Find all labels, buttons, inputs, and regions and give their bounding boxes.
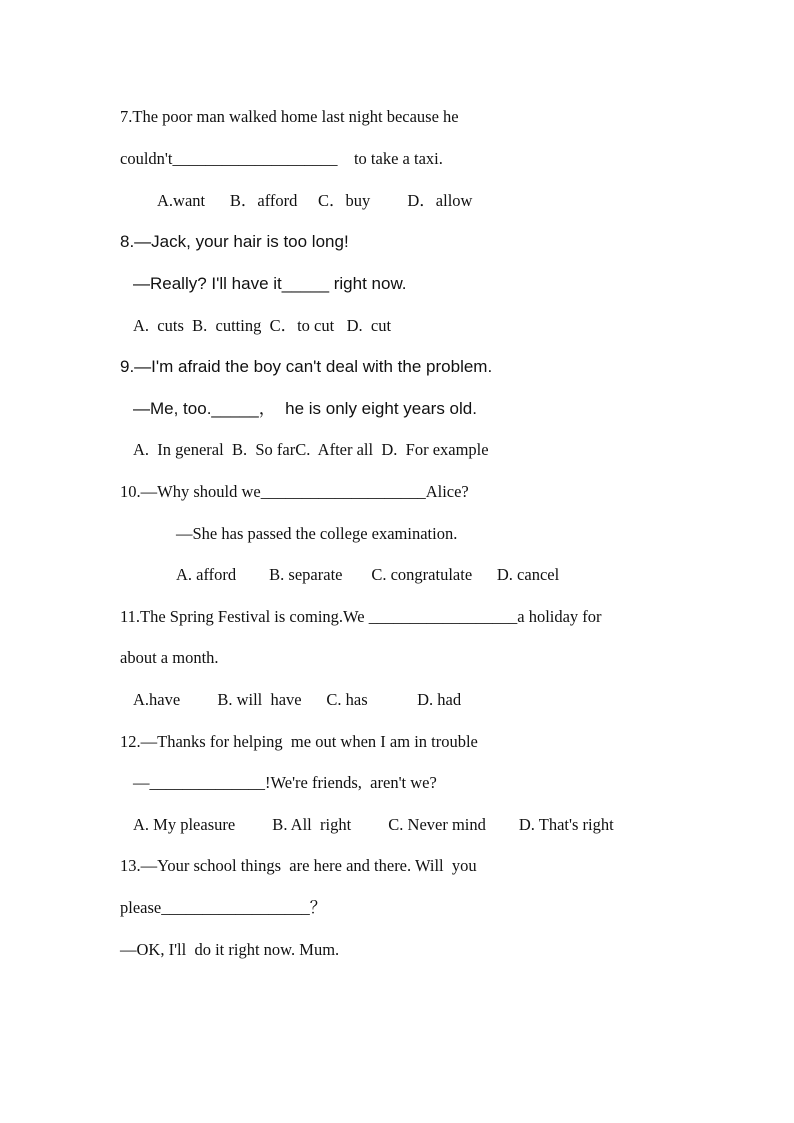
q7-stem-line1: 7.The poor man walked home last night because he (120, 107, 459, 126)
q12-stem-line1: 12.—Thanks for helping me out when I am in trouble (120, 732, 478, 751)
q13-answer: —OK, I'll do it right now. Mum. (120, 940, 340, 959)
q10-stem-line2: —She has passed the college examination. (176, 524, 458, 543)
q10-options: A. afford B. separate C. congratulate D. cancel (176, 565, 560, 584)
q8-stem-line1: 8.—Jack, your hair is too long! (120, 232, 349, 251)
q7-options: A.want B．afford C．buy D．allow (157, 191, 473, 210)
q11-options: A.have B. will have C. has D. had (133, 690, 462, 709)
q12-stem-line2: —______________!We're friends, aren't we? (133, 773, 437, 792)
q8-options: A. cuts B. cutting C．to cut D. cut (133, 316, 392, 335)
q7-stem-line2: couldn't____________________ to take a taxi. (120, 149, 443, 168)
q13-stem-line2: please__________________？ (120, 898, 327, 917)
q9-stem-line2: —Me, too._____， he is only eight years old. (133, 399, 477, 418)
q13-stem-line1: 13.—Your school things are here and there. Will you (120, 856, 477, 875)
q8-stem-line2: —Really? I'll have it_____ right now. (133, 274, 407, 293)
q10-stem-line1: 10.—Why should we____________________Alice? (120, 482, 469, 501)
q11-stem-line1: 11.The Spring Festival is coming.We __________________a holiday for (120, 607, 602, 626)
q9-options: A. In general B. So farC. After all D. For example (133, 440, 489, 459)
q12-options: A. My pleasure B. All right C. Never mind D. That's right (133, 815, 614, 834)
q9-stem-line1: 9.—I'm afraid the boy can't deal with the problem. (120, 357, 493, 376)
q11-stem-line2: about a month. (120, 648, 219, 667)
